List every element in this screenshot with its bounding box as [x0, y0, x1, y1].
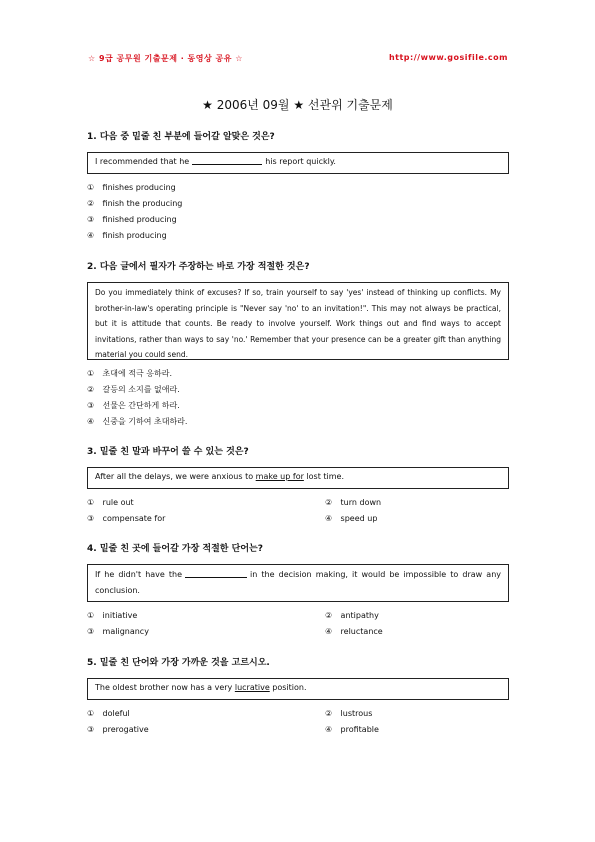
question-3-text-after: lost time.	[306, 472, 345, 481]
option-4[interactable]: ④ 신중을 기하여 초대하라.	[87, 417, 188, 426]
question-3-underlined: make up for	[255, 472, 304, 481]
question-4-box	[87, 564, 509, 602]
option-3[interactable]: ③ finished producing	[87, 215, 177, 224]
question-1	[87, 131, 509, 244]
question-5-text-after: position.	[272, 683, 307, 692]
question-4-options	[87, 608, 509, 640]
question-2-options	[87, 366, 509, 430]
question-2-title: 2. 다음 글에서 필자가 주장하는 바로 가장 적절한 것은?	[87, 262, 310, 272]
option-4[interactable]: ④ speed up	[325, 514, 378, 523]
question-1-text-before: I recommended that he	[95, 157, 190, 166]
question-1-text-after: his report quickly.	[265, 157, 336, 166]
option-1[interactable]: ① 초대에 적극 응하라.	[87, 369, 172, 378]
question-3-title: 3. 밑줄 친 말과 바꾸어 쓸 수 있는 것은?	[87, 447, 249, 457]
question-1-box	[87, 152, 509, 174]
option-4[interactable]: ④ profitable	[325, 725, 379, 734]
question-3-box	[87, 467, 509, 489]
question-1-title: 1. 다음 중 밑줄 친 부분에 들어갈 알맞은 것은?	[87, 132, 275, 142]
option-2[interactable]: ② 갈등의 소지를 없애라.	[87, 385, 180, 394]
question-5-box	[87, 678, 509, 700]
question-2-passage: Do you immediately think of excuses? If so, train yourself to say 'yes' instead of thinking up conflicts. My brother-in-law's operating principle is "Never say 'no' to an invitation!". This may not always be practical, but it is attitude that counts. Be ready to involve yourself. Work things out and find ways to accept invitations, rather than ways to say 'no.' Remember that your presence can be a greater gift than anything material you could send.	[95, 288, 501, 359]
question-1-options	[87, 180, 509, 244]
option-1[interactable]: ① finishes producing	[87, 183, 176, 192]
question-5	[87, 657, 509, 738]
question-4	[87, 543, 509, 640]
question-5-underlined: lucrative	[234, 683, 270, 692]
option-2[interactable]: ② turn down	[325, 498, 382, 507]
question-5-options	[87, 706, 509, 738]
header-url-link[interactable]: http://www.gosifile.com	[388, 53, 508, 62]
option-1[interactable]: ① initiative	[87, 611, 138, 620]
option-1[interactable]: ① doleful	[87, 709, 130, 718]
question-3-options	[87, 495, 509, 527]
option-2[interactable]: ② lustrous	[325, 709, 373, 718]
page-title: ★ 2006년 09월 ★ 선관위 기출문제	[202, 98, 393, 112]
option-4[interactable]: ④ reluctance	[325, 627, 383, 636]
option-3[interactable]: ③ malignancy	[87, 627, 149, 636]
option-3[interactable]: ③ 선물은 간단하게 하라.	[87, 401, 180, 410]
question-1-blank	[192, 155, 262, 165]
option-2[interactable]: ② antipathy	[325, 611, 379, 620]
question-3-text-before: After all the delays, we were anxious to	[95, 472, 254, 481]
header-left-text: ☆ 9급 공무원 기출문제 · 동영상 공유 ☆	[88, 54, 243, 63]
question-3	[87, 446, 509, 527]
question-5-title: 5. 밑줄 친 단어와 가장 가까운 것을 고르시오.	[87, 658, 270, 668]
option-4[interactable]: ④ finish producing	[87, 231, 167, 240]
question-4-text-before: If he didn't have the	[95, 570, 183, 579]
question-5-text-before: The oldest brother now has a very	[95, 683, 233, 692]
option-3[interactable]: ③ prerogative	[87, 725, 149, 734]
question-2-passage-box	[87, 282, 509, 360]
option-1[interactable]: ① rule out	[87, 498, 134, 507]
question-4-title: 4. 밑줄 친 곳에 들어갈 가장 적절한 단어는?	[87, 544, 263, 554]
question-2	[87, 261, 509, 430]
option-2[interactable]: ② finish the producing	[87, 199, 183, 208]
question-4-blank	[185, 568, 247, 578]
question-4-text-after: in the decision making, it would be impossible to draw any conclusion.	[95, 570, 501, 595]
option-3[interactable]: ③ compensate for	[87, 514, 166, 523]
